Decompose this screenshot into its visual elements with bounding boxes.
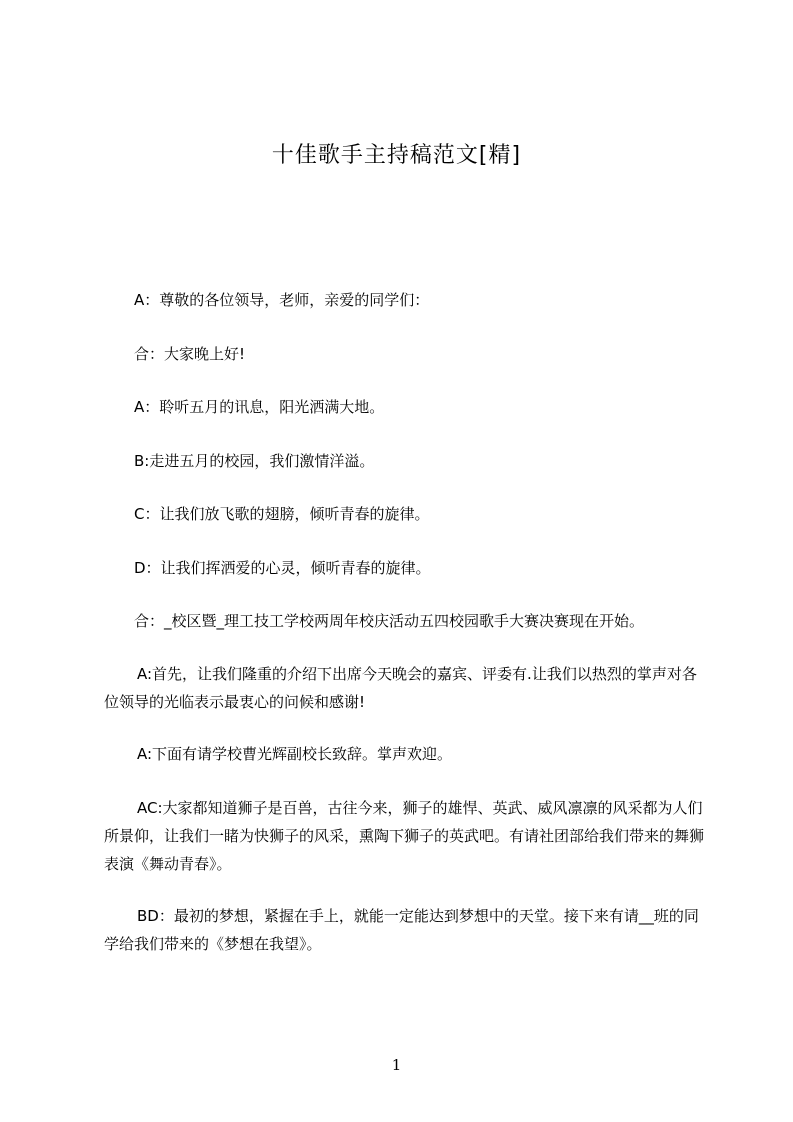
page-number: 1 bbox=[391, 1056, 402, 1074]
document-title: 十佳歌手主持稿范文[精] bbox=[271, 143, 522, 168]
script-line-d-heart: D：让我们挥洒爱的心灵，倾听青春的旋律。 bbox=[134, 559, 431, 577]
script-line-c-song: C：让我们放飞歌的翅膀，倾听青春的旋律。 bbox=[134, 505, 430, 523]
script-line-a-may: A：聆听五月的讯息，阳光洒满大地。 bbox=[134, 398, 385, 416]
script-line-together-start: 合：_校区暨_理工技工学校两周年校庆活动五四校园歌手大赛决赛现在开始。 bbox=[134, 612, 645, 630]
paragraph-lion-dance: AC:大家都知道狮子是百兽，古往今来，狮子的雄悍、英武、威风凛凛的风采都为人们所景仰，让我们一睹为快狮子的风采，熏陶下狮子的英武吧。有请社团部给我们带来的舞狮表演《舞动青春》。 bbox=[104, 799, 705, 873]
script-line-b-campus: B:走进五月的校园，我们激情洋溢。 bbox=[134, 452, 375, 470]
paragraph-dream-song: BD：最初的梦想，紧握在手上，就能一定能达到梦想中的天堂。接下来有请__班的同学给我们带来的《梦想在我望》。 bbox=[104, 907, 699, 953]
paragraph-principal-speech: A:下面有请学校曹光辉副校长致辞。掌声欢迎。 bbox=[137, 745, 453, 763]
script-line-together-evening: 合：大家晚上好! bbox=[134, 345, 246, 363]
script-line-a-greeting: A：尊敬的各位领导，老师，亲爱的同学们： bbox=[134, 291, 430, 309]
paragraph-guests-intro: A:首先，让我们隆重的介绍下出席今天晚会的嘉宾、评委有.让我们以热烈的掌声对各位领导的光临表示最衷心的问候和感谢! bbox=[104, 665, 697, 711]
